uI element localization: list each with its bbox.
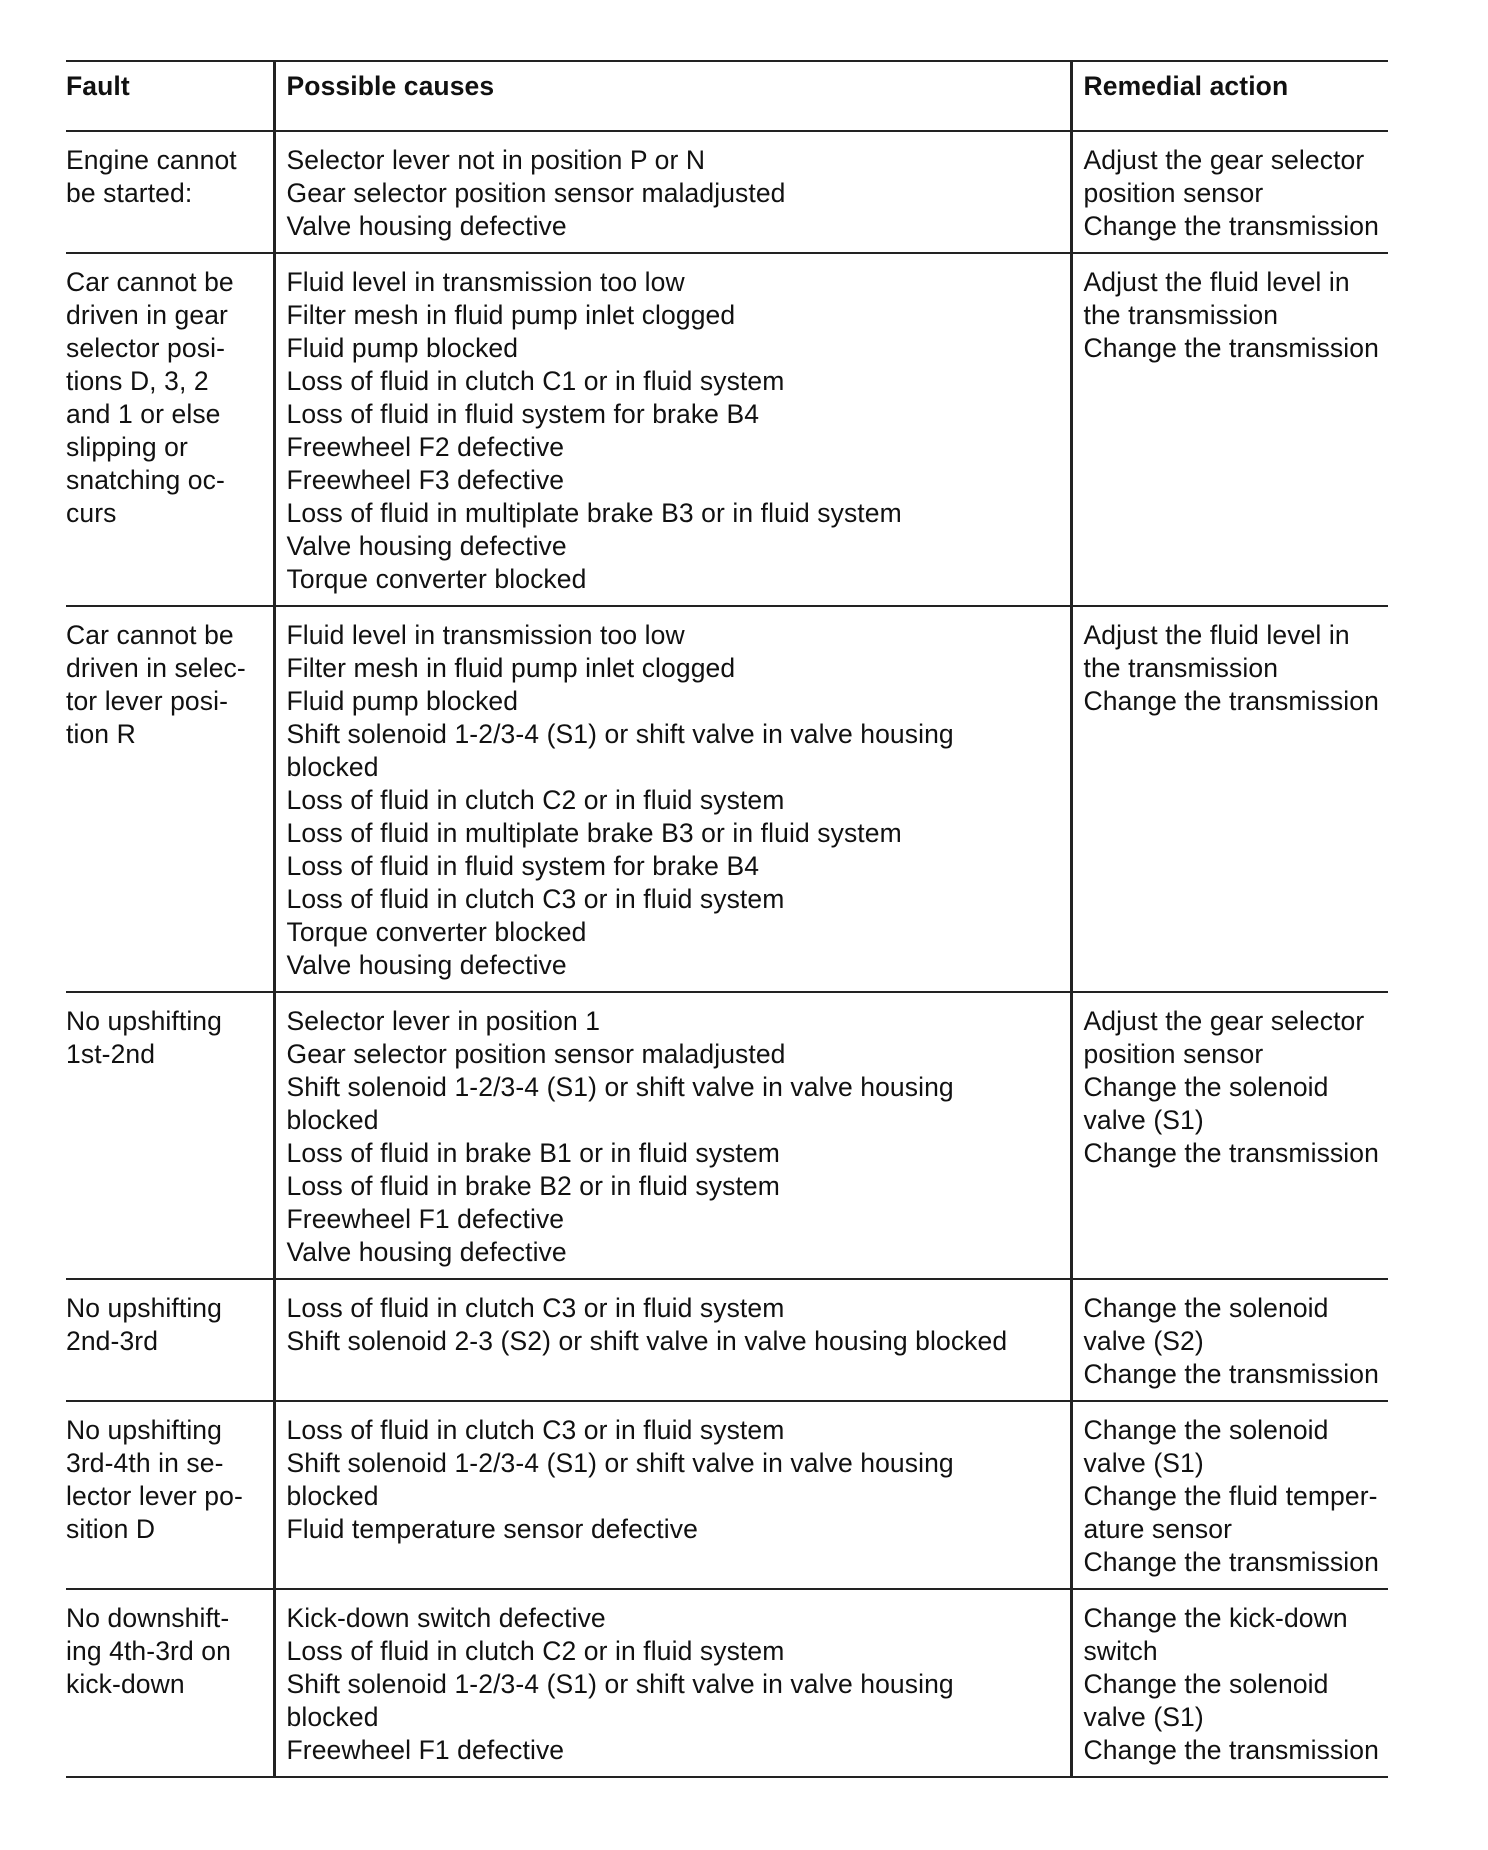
cause-line: Valve housing defective <box>286 211 567 241</box>
cause-line: Shift solenoid 1-2/3-4 (S1) or shift valve in valve housing <box>286 1669 954 1699</box>
fault-line: 3rd-4th in se- <box>66 1448 224 1478</box>
cause-line: Freewheel F2 defective <box>286 432 565 462</box>
action-line: Change the transmission <box>1083 686 1379 716</box>
cause-line: Loss of fluid in brake B2 or in fluid system <box>286 1171 780 1201</box>
action-cell <box>1071 1589 1388 1777</box>
action-line: Change the transmission <box>1083 1547 1379 1577</box>
action-line: Change the kick-down <box>1083 1603 1348 1633</box>
cause-line: Loss of fluid in clutch C2 or in fluid system <box>286 785 785 815</box>
fault-cell <box>66 1279 274 1401</box>
causes-cell <box>274 992 1071 1279</box>
fault-line: selector posi- <box>66 333 225 363</box>
cause-line: Loss of fluid in fluid system for brake B4 <box>286 851 760 881</box>
fault-line: No upshifting <box>66 1415 222 1445</box>
cause-line: blocked <box>286 1702 379 1732</box>
table-row <box>66 1589 1388 1777</box>
cause-line: blocked <box>286 752 379 782</box>
action-line: Change the transmission <box>1083 1359 1379 1389</box>
fault-line: kick-down <box>66 1669 185 1699</box>
action-line: the transmission <box>1083 300 1279 330</box>
cause-line: Fluid pump blocked <box>286 333 519 363</box>
table-row <box>66 131 1388 253</box>
action-line: Adjust the fluid level in <box>1083 620 1350 650</box>
causes-cell <box>274 1589 1071 1777</box>
cause-line: Gear selector position sensor maladjusted <box>286 1039 786 1069</box>
causes-cell <box>274 1401 1071 1589</box>
fault-line: be started: <box>66 178 193 208</box>
table-row <box>66 606 1388 992</box>
action-cell <box>1071 992 1388 1279</box>
action-line: Change the solenoid <box>1083 1669 1329 1699</box>
action-line: Change the fluid temper- <box>1083 1481 1378 1511</box>
table-row <box>66 253 1388 606</box>
action-line: Adjust the fluid level in <box>1083 267 1350 297</box>
fault-line: No upshifting <box>66 1006 222 1036</box>
action-line: position sensor <box>1083 178 1264 208</box>
cause-line: Selector lever not in position P or N <box>286 145 706 175</box>
causes-cell <box>274 1279 1071 1401</box>
fault-cell <box>66 131 274 253</box>
cause-line: Torque converter blocked <box>286 564 587 594</box>
fault-cell <box>66 992 274 1279</box>
action-line: ature sensor <box>1083 1514 1233 1544</box>
cause-line: Shift solenoid 2-3 (S2) or shift valve in valve housing blocked <box>286 1326 1008 1356</box>
causes-cell <box>274 131 1071 253</box>
cause-line: Fluid temperature sensor defective <box>286 1514 698 1544</box>
fault-line: No downshift- <box>66 1603 230 1633</box>
cause-line: Loss of fluid in clutch C3 or in fluid system <box>286 1415 785 1445</box>
action-line: Change the transmission <box>1083 211 1379 241</box>
cause-line: Loss of fluid in fluid system for brake B4 <box>286 399 760 429</box>
cause-line: Filter mesh in fluid pump inlet clogged <box>286 300 736 330</box>
table-header-row <box>66 61 1388 131</box>
action-cell <box>1071 253 1388 606</box>
action-cell <box>1071 1279 1388 1401</box>
action-cell <box>1071 1401 1388 1589</box>
cause-line: Filter mesh in fluid pump inlet clogged <box>286 653 736 683</box>
action-line: Change the solenoid <box>1083 1415 1329 1445</box>
fault-line: slipping or <box>66 432 188 462</box>
fault-line: tor lever posi- <box>66 686 229 716</box>
causes-cell <box>274 606 1071 992</box>
header-fault: Fault <box>66 71 130 101</box>
action-line: valve (S1) <box>1083 1448 1204 1478</box>
action-line: Adjust the gear selector <box>1083 1006 1365 1036</box>
action-line: Change the transmission <box>1083 1735 1379 1765</box>
fault-line: tion R <box>66 719 136 749</box>
header-possible-causes: Possible causes <box>274 61 1071 131</box>
fault-line: and 1 or else <box>66 399 221 429</box>
action-line: Change the transmission <box>1083 1138 1379 1168</box>
fault-cell <box>66 1589 274 1777</box>
cause-line: blocked <box>286 1481 379 1511</box>
fault-line: curs <box>66 498 117 528</box>
fault-line: 1st-2nd <box>66 1039 156 1069</box>
causes-cell <box>274 253 1071 606</box>
fault-cell <box>66 1401 274 1589</box>
cause-line: Loss of fluid in multiplate brake B3 or in fluid system <box>286 498 902 528</box>
fault-line: sition D <box>66 1514 156 1544</box>
fault-cell <box>66 606 274 992</box>
action-line: Change the solenoid <box>1083 1072 1329 1102</box>
action-line: Adjust the gear selector <box>1083 145 1365 175</box>
cause-line: Gear selector position sensor maladjusted <box>286 178 786 208</box>
action-line: switch <box>1083 1636 1158 1666</box>
cause-line: Loss of fluid in clutch C1 or in fluid system <box>286 366 785 396</box>
cause-line: Shift solenoid 1-2/3-4 (S1) or shift valve in valve housing <box>286 1072 954 1102</box>
cause-line: Fluid level in transmission too low <box>286 267 685 297</box>
cause-line: Valve housing defective <box>286 1237 567 1267</box>
fault-line: snatching oc- <box>66 465 225 495</box>
cause-line: Selector lever in position 1 <box>286 1006 601 1036</box>
fault-table <box>66 60 1388 1778</box>
cause-line: blocked <box>286 1105 379 1135</box>
fault-line: No upshifting <box>66 1293 222 1323</box>
cause-line: Loss of fluid in multiplate brake B3 or in fluid system <box>286 818 902 848</box>
cause-line: Valve housing defective <box>286 531 567 561</box>
fault-line: 2nd-3rd <box>66 1326 159 1356</box>
action-line: position sensor <box>1083 1039 1264 1069</box>
cause-line: Fluid pump blocked <box>286 686 519 716</box>
fault-line: Car cannot be <box>66 620 234 650</box>
table-row <box>66 1279 1388 1401</box>
action-line: the transmission <box>1083 653 1279 683</box>
cause-line: Loss of fluid in clutch C3 or in fluid system <box>286 884 785 914</box>
table-body <box>66 131 1388 1777</box>
fault-line: Engine cannot <box>66 145 237 175</box>
action-line: valve (S2) <box>1083 1326 1204 1356</box>
cause-line: Loss of fluid in brake B1 or in fluid system <box>286 1138 780 1168</box>
action-cell <box>1071 606 1388 992</box>
fault-line: driven in gear <box>66 300 228 330</box>
fault-line: ing 4th-3rd on <box>66 1636 231 1666</box>
header-remedial-action: Remedial action <box>1071 61 1388 131</box>
cause-line: Fluid level in transmission too low <box>286 620 685 650</box>
fault-cell <box>66 253 274 606</box>
cause-line: Kick-down switch defective <box>286 1603 606 1633</box>
cause-line: Shift solenoid 1-2/3-4 (S1) or shift valve in valve housing <box>286 719 954 749</box>
action-line: valve (S1) <box>1083 1702 1204 1732</box>
fault-line: Car cannot be <box>66 267 234 297</box>
cause-line: Freewheel F1 defective <box>286 1735 565 1765</box>
fault-line: driven in selec- <box>66 653 246 683</box>
action-line: Change the solenoid <box>1083 1293 1329 1323</box>
cause-line: Shift solenoid 1-2/3-4 (S1) or shift valve in valve housing <box>286 1448 954 1478</box>
cause-line: Valve housing defective <box>286 950 567 980</box>
action-cell <box>1071 131 1388 253</box>
action-line: Change the transmission <box>1083 333 1379 363</box>
cause-line: Freewheel F1 defective <box>286 1204 565 1234</box>
cause-line: Loss of fluid in clutch C2 or in fluid system <box>286 1636 785 1666</box>
fault-line: tions D, 3, 2 <box>66 366 209 396</box>
cause-line: Torque converter blocked <box>286 917 587 947</box>
cause-line: Loss of fluid in clutch C3 or in fluid system <box>286 1293 785 1323</box>
table-row <box>66 1401 1388 1589</box>
cause-line: Freewheel F3 defective <box>286 465 565 495</box>
fault-line: lector lever po- <box>66 1481 243 1511</box>
action-line: valve (S1) <box>1083 1105 1204 1135</box>
table-row <box>66 992 1388 1279</box>
